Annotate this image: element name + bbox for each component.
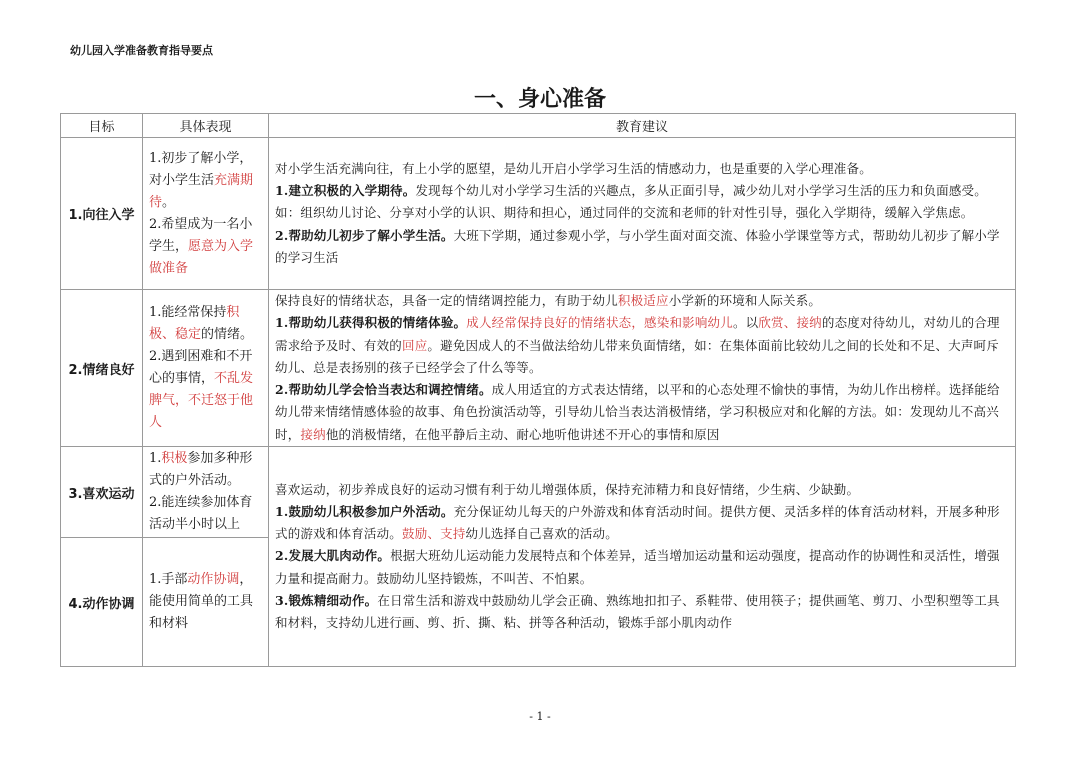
text-run: 。以 xyxy=(732,315,759,331)
paragraph xyxy=(275,501,1011,546)
goal-cell: 1.向往入学 xyxy=(61,138,143,290)
table-row xyxy=(61,290,1016,447)
paragraph xyxy=(149,492,264,536)
text-run: 幼儿选择自己喜欢的活动。 xyxy=(465,526,618,542)
highlight-text: 接纳 xyxy=(300,426,326,442)
advice-cell xyxy=(269,138,1016,290)
performance-cell xyxy=(143,138,269,290)
highlight-text: 欣赏、接纳 xyxy=(758,315,822,331)
text-run: 。避免因成人的不当做法给幼儿带来负面情绪，如：在集体面前比较幼儿之间的长处和不足、大声呵斥幼儿、总是表扬别的孩子已经学会了什么等等。 xyxy=(275,337,999,375)
paragraph xyxy=(275,479,1011,501)
bold-heading: 1.建立积极的入学期待。 xyxy=(275,183,416,199)
text-run: 1.初步了解小学，对小学生活 xyxy=(149,150,253,188)
paragraph xyxy=(275,290,1011,312)
advice-cell xyxy=(269,447,1016,667)
text-run: 1.能经常保持 xyxy=(149,305,227,321)
text-run: 2.希望成为一名小学生， xyxy=(149,216,253,254)
highlight-text: 充满期待 xyxy=(149,172,254,210)
text-run: 。 xyxy=(162,194,176,210)
text-run: 成人用适宜的方式表达情绪，以平和的心态处理不愉快的事情，为幼儿作出榜样。选择能给幼儿带来情绪情感体验的故事、角色扮演活动等，引导幼儿恰当表达消极情绪，学习积极应对和化解的方法。如：发现幼儿不高兴时， xyxy=(275,382,1000,442)
paragraph xyxy=(149,148,264,214)
text-run: 根据大班幼儿运动能力发展特点和个体差异，适当增加运动量和运动强度，提高动作的协调性和灵活性，增强力量和提高耐力。鼓励幼儿坚持锻炼，不叫苦、不怕累。 xyxy=(275,548,1000,586)
header-advice: 教育建议 xyxy=(269,114,1016,138)
performance-cell xyxy=(143,538,269,667)
text-run: 的态度对待幼儿，对幼儿的合理需求给予及时、有效的 xyxy=(275,315,1000,353)
text-run: 在日常生活和游戏中鼓励幼儿学会正确、熟练地扣扣子、系鞋带、使用筷子；提供画笔、剪刀、小型积塑等工具和材料，支持幼儿进行画、剪、折、撕、粘、拼等各种活动，锻炼手部小肌肉动作 xyxy=(275,593,1000,631)
section-title: 一、身心准备 xyxy=(473,87,606,112)
bold-heading: 2.帮助幼儿初步了解小学生活。 xyxy=(275,227,454,243)
bold-heading: 1.鼓励幼儿积极参加户外活动。 xyxy=(275,503,454,519)
header-performance: 具体表现 xyxy=(143,114,269,138)
goal-cell: 4.动作协调 xyxy=(61,538,143,667)
page-number: - 1 - xyxy=(529,710,551,723)
text-run: 保持良好的情绪状态，具备一定的情绪调控能力，有助于幼儿 xyxy=(275,293,618,308)
text-run: 对小学生活充满向往，有上小学的愿望，是幼儿开启小学学习生活的情感动力，也是重要的入学心理准备。 xyxy=(275,160,872,176)
highlight-text: 鼓励、支持 xyxy=(402,526,466,542)
paragraph xyxy=(149,448,264,492)
bold-heading: 3.锻炼精细动作。 xyxy=(275,593,378,609)
text-run: 他的消极情绪，在他平静后主动、耐心地听他讲述不开心的事情和原因 xyxy=(325,426,720,442)
highlight-text: 愿意为入学做准备 xyxy=(149,238,254,276)
highlight-text: 成人经常保持良好的情绪状态，感染和影响幼儿 xyxy=(466,315,733,331)
goal-cell: 3.喜欢运动 xyxy=(61,447,143,538)
header-goal: 目标 xyxy=(61,114,143,138)
paragraph xyxy=(149,346,264,434)
paragraph xyxy=(149,569,264,635)
document-header: 幼儿园入学准备教育指导要点 xyxy=(70,44,213,57)
text-run: 2.能连续参加体育活动半小时以上 xyxy=(149,495,253,533)
highlight-text: 积极、稳定 xyxy=(149,305,240,343)
text-run: 参加多种形式的户外活动。 xyxy=(149,451,253,489)
highlight-text: 积极适应 xyxy=(617,293,669,308)
text-run: 充分保证幼儿每天的户外游戏和体育活动时间。提供方便、灵活多样的体育活动材料，开展多种形式的游戏和体育活动。 xyxy=(275,503,1000,542)
goal-cell: 2.情绪良好 xyxy=(61,290,143,447)
table-header-row xyxy=(61,114,1016,138)
text-run: 大班下学期，通过参观小学，与小学生面对面交流、体验小学课堂等方式，帮助幼儿初步了解小学的学习生活 xyxy=(275,227,1000,265)
highlight-text: 积极 xyxy=(161,451,188,467)
paragraph xyxy=(149,302,264,346)
paragraph xyxy=(275,312,1011,379)
highlight-text: 动作协调 xyxy=(187,572,240,588)
paragraph xyxy=(149,214,264,280)
bold-heading: 2.发展大肌肉动作。 xyxy=(275,548,391,564)
text-run: ，能使用简单的工具和材料 xyxy=(149,572,254,632)
advice-cell xyxy=(269,290,1016,447)
performance-cell xyxy=(143,447,269,538)
paragraph xyxy=(275,379,1011,446)
performance-cell xyxy=(143,290,269,447)
bold-heading: 2.帮助幼儿学会恰当表达和调控情绪。 xyxy=(275,382,492,398)
paragraph xyxy=(275,590,1011,635)
text-run: 的情绪。 xyxy=(201,327,254,343)
text-run: 2.遇到困难和不开心的事情， xyxy=(149,349,253,387)
text-run: 1. xyxy=(149,451,162,467)
text-run: 1.手部 xyxy=(149,572,188,588)
text-run: 发现每个幼儿对小学学习生活的兴趣点，多从正面引导，减少幼儿对小学学习生活的压力和负面感受。如：组织幼儿讨论、分享对小学的认识、期待和担心，通过同伴的交流和老师的针对性引导，强化入学期待，缓解入学焦虑。 xyxy=(275,183,987,221)
text-run: 喜欢运动，初步养成良好的运动习惯有利于幼儿增强体质，保持充沛精力和良好情绪，少生病、少缺勤。 xyxy=(275,481,860,497)
paragraph xyxy=(275,545,1011,590)
table-row xyxy=(61,138,1016,290)
highlight-text: 不乱发脾气，不迁怒于他人 xyxy=(149,371,254,431)
paragraph xyxy=(275,225,1011,270)
guidance-table xyxy=(60,113,1016,667)
bold-heading: 1.帮助幼儿获得积极的情绪体验。 xyxy=(275,315,467,331)
table-row xyxy=(61,447,1016,538)
paragraph xyxy=(275,158,1011,180)
highlight-text: 回应 xyxy=(402,337,428,353)
paragraph xyxy=(275,180,1011,225)
text-run: 小学新的环境和人际关系。 xyxy=(668,293,822,308)
